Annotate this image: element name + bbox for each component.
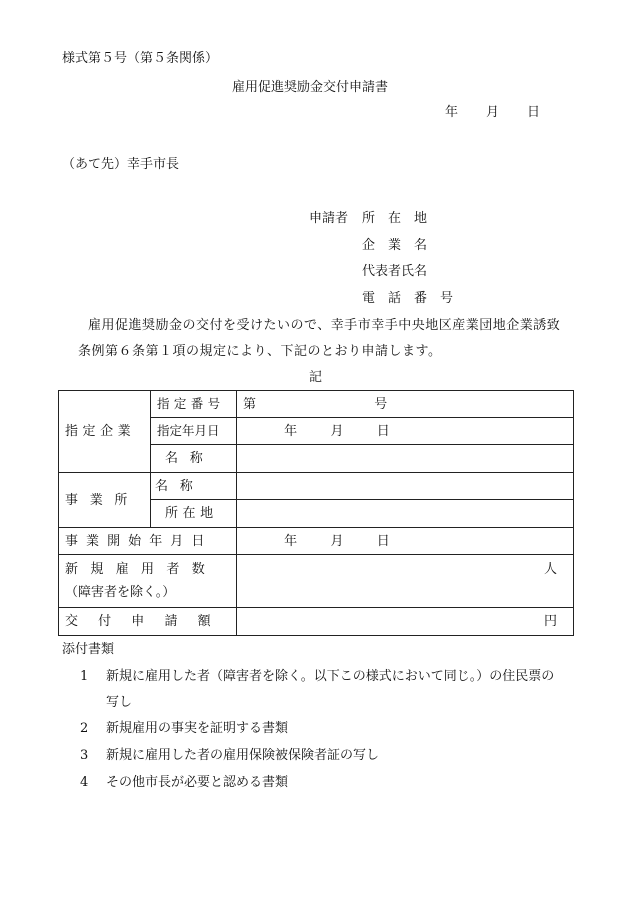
- attachment-number: 2: [80, 721, 89, 736]
- date-year: 年: [445, 105, 459, 120]
- office-label: 事業所: [59, 473, 151, 528]
- applicant-field: 企 業 名: [362, 238, 428, 253]
- addressee: （あて先）幸手市長: [62, 157, 180, 172]
- attachment-item: [80, 722, 288, 735]
- designation-number-cell: [237, 391, 574, 418]
- applicant-label: 申請者: [309, 211, 349, 226]
- applicant-field: 所 在 地: [362, 211, 428, 226]
- attachment-item: [80, 776, 288, 789]
- designated-company-label: 指定企業: [59, 391, 151, 473]
- attachment-number: 4: [80, 775, 89, 790]
- company-name-label: 名称: [151, 445, 237, 473]
- new-employees-label-cell: [59, 555, 237, 608]
- applicant-field: 代表者氏名: [362, 264, 428, 279]
- body-text-line2: 条例第６条第１項の規定により、下記のとおり申請します。: [78, 344, 442, 359]
- date-unit-day: 日: [376, 533, 390, 549]
- attachment-text: 新規に雇用した者の雇用保険被保険者証の写し: [106, 748, 380, 763]
- office-location-cell: [237, 500, 574, 528]
- attachment-text: その他市長が必要と認める書類: [106, 775, 289, 790]
- designation-number-suffix: 号: [374, 396, 388, 412]
- new-employees-label: 新規雇用者数: [65, 562, 218, 577]
- date-unit-month: 月: [330, 533, 344, 549]
- business-start-date-label: 事業開始年月日: [59, 528, 237, 555]
- attachment-text: 新規雇用の事実を証明する書類: [106, 721, 289, 736]
- office-location-label: 所在地: [151, 500, 237, 528]
- designation-number-prefix: 第: [243, 396, 257, 412]
- company-name-cell: [237, 445, 574, 473]
- new-employees-cell: [237, 555, 574, 608]
- page-title: 雇用促進奨励金交付申請書: [232, 80, 389, 95]
- person-unit: 人: [543, 562, 557, 577]
- attachment-text: 新規に雇用した者（障害者を除く。以下この様式において同じ。）の住民票の: [106, 669, 555, 684]
- grant-amount-label: 交付申請額: [59, 608, 237, 636]
- yen-unit: 円: [543, 614, 557, 629]
- attachment-item: [80, 749, 379, 762]
- office-name-label: 名称: [151, 473, 237, 500]
- new-employees-note: （障害者を除く。）: [65, 585, 176, 600]
- date-unit-year: 年: [284, 423, 298, 439]
- attachment-number: 1: [80, 669, 89, 684]
- attachments-heading: 添付書類: [62, 642, 115, 657]
- date-day: 日: [527, 105, 541, 120]
- attachment-item: [80, 670, 554, 683]
- application-table: [58, 390, 574, 636]
- designation-number-label: 指定番号: [151, 391, 237, 418]
- office-name-cell: [237, 473, 574, 500]
- date-unit-month: 月: [330, 423, 344, 439]
- grant-amount-cell: [237, 608, 574, 636]
- designation-date-cell: [237, 418, 574, 445]
- business-start-date-cell: [237, 528, 574, 555]
- form-number: 様式第５号（第５条関係）: [62, 51, 219, 66]
- attachment-number: 3: [80, 748, 89, 763]
- applicant-field: 電 話 番 号: [362, 291, 454, 306]
- date-month: 月: [486, 105, 500, 120]
- date-unit-year: 年: [284, 533, 298, 549]
- ki-label: 記: [309, 370, 323, 385]
- attachment-continuation: 写し: [106, 695, 133, 710]
- designation-date-label: 指定年月日: [151, 418, 237, 445]
- date-unit-day: 日: [376, 423, 390, 439]
- body-text-line1: 雇用促進奨励金の交付を受けたいので、幸手市幸手中央地区産業団地企業誘致: [88, 318, 561, 333]
